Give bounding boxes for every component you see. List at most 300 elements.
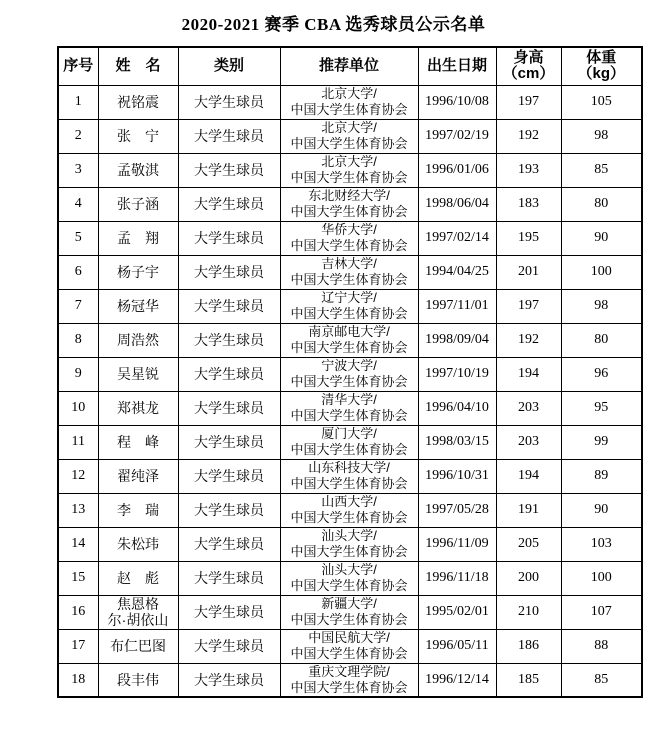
recommend-unit-cell-text: 山东科技大学/ [308,460,390,475]
player-name-cell [98,187,178,221]
recommend-unit-cell-text: 厦门大学/ [321,426,377,441]
birth-date-cell [418,85,496,119]
height-cell-text: 203 [518,400,539,415]
player-name-cell [98,629,178,663]
row-number-cell [58,187,98,221]
height-cell [496,187,561,221]
birth-date-cell [418,493,496,527]
birth-date-cell [418,663,496,697]
height-cell [496,663,561,697]
recommend-unit-cell-text: 华侨大学/ [321,222,377,237]
recommend-unit-cell-text: 中国大学生体育协会 [290,102,408,117]
birth-date-cell [418,255,496,289]
recommend-unit-cell-text: 中国大学生体育协会 [290,306,408,321]
row-number-cell [58,323,98,357]
recommend-unit-cell-text: 中国民航大学/ [308,630,390,645]
recommend-unit-cell-text: 中国大学生体育协会 [290,544,408,559]
height-cell-text: 183 [518,196,539,211]
height-cell [496,221,561,255]
row-number-cell-text: 13 [71,502,86,517]
height-cell [496,629,561,663]
header-category [178,47,280,85]
row-number-cell-text: 4 [74,196,82,211]
row-number-cell [58,119,98,153]
row-number-cell-text: 9 [74,366,82,381]
birth-date-cell [418,391,496,425]
recommend-unit-cell [280,323,418,357]
height-cell [496,289,561,323]
recommend-unit-cell-text: 东北财经大学/ [308,188,390,203]
player-category-cell-text: 大学生球员 [194,128,264,144]
height-cell [496,323,561,357]
table-header [58,47,642,85]
player-category-cell [178,289,280,323]
birth-date-cell-text: 1997/02/14 [425,230,489,245]
table-row [58,255,642,289]
birth-date-cell [418,561,496,595]
birth-date-cell-text: 1996/05/11 [425,638,489,653]
table-row [58,187,642,221]
weight-cell-text: 100 [590,264,612,279]
row-number-cell-text: 17 [71,638,86,653]
recommend-unit-cell-text: 北京大学/ [321,154,377,169]
weight-cell [561,425,642,459]
header-name-label: 姓 名 [115,57,161,75]
birth-date-cell-text: 1996/10/08 [425,94,489,109]
row-number-cell [58,459,98,493]
player-category-cell [178,493,280,527]
weight-cell-text: 105 [590,94,612,109]
recommend-unit-cell-text: 中国大学生体育协会 [290,136,408,151]
row-number-cell [58,663,98,697]
player-name-cell [98,527,178,561]
player-category-cell [178,357,280,391]
header-birth [418,47,496,85]
player-name-cell [98,289,178,323]
recommend-unit-cell-text: 中国大学生体育协会 [290,612,408,627]
table-row [58,459,642,493]
height-cell-text: 193 [518,162,539,177]
weight-cell [561,663,642,697]
birth-date-cell-text: 1996/10/31 [425,468,489,483]
weight-cell [561,119,642,153]
player-name-cell [98,85,178,119]
weight-cell [561,493,642,527]
weight-cell-text: 85 [594,162,609,177]
table-row [58,493,642,527]
player-name-cell-text: 吴星锐 [117,366,159,382]
player-category-cell-text: 大学生球员 [194,638,264,654]
birth-date-cell-text: 1997/05/28 [425,502,489,517]
weight-cell-text: 90 [594,230,609,245]
table-row [58,357,642,391]
recommend-unit-cell-text: 中国大学生体育协会 [290,204,408,219]
birth-date-cell-text: 1994/04/25 [425,264,489,279]
height-cell [496,561,561,595]
recommend-unit-cell-text: 中国大学生体育协会 [290,340,408,355]
player-name-cell [98,119,178,153]
height-cell-text: 200 [518,570,539,585]
header-height-unit-label: （cm） [502,65,555,83]
recommend-unit-cell-text: 中国大学生体育协会 [290,272,408,287]
birth-date-cell-text: 1998/03/15 [425,434,489,449]
row-number-cell-text: 7 [74,298,82,313]
player-name-cell-text: 杨子宇 [117,264,159,280]
player-category-cell-text: 大学生球员 [194,230,264,246]
player-name-cell-text: 段丰伟 [117,671,159,688]
player-name-cell-text: 祝铭震 [117,94,159,110]
player-category-cell-text: 大学生球员 [194,400,264,416]
player-category-cell-text: 大学生球员 [194,570,264,586]
header-unit-label: 推荐单位 [318,57,379,75]
table-row [58,221,642,255]
recommend-unit-cell-text: 中国大学生体育协会 [290,510,408,525]
row-number-cell [58,357,98,391]
header-height-label: 身高 [513,49,544,67]
height-cell-text: 210 [518,604,539,619]
header-height [496,47,561,85]
weight-cell [561,595,642,629]
player-category-cell-text: 大学生球员 [194,671,264,688]
header-name [98,47,178,85]
birth-date-cell-text: 1997/10/19 [425,366,489,381]
table-row [58,561,642,595]
player-category-cell [178,561,280,595]
recommend-unit-cell [280,255,418,289]
birth-date-cell [418,595,496,629]
row-number-cell-text: 16 [71,604,86,619]
weight-cell-text: 90 [594,502,609,517]
row-number-cell-text: 11 [71,434,85,449]
row-number-cell-text: 5 [74,230,82,245]
player-name-cell-text: 周浩然 [117,332,159,348]
weight-cell [561,187,642,221]
player-name-cell [98,459,178,493]
birth-date-cell [418,425,496,459]
height-cell [496,527,561,561]
row-number-cell [58,255,98,289]
birth-date-cell-text: 1998/06/04 [425,196,489,211]
birth-date-cell [418,187,496,221]
row-number-cell-text: 10 [71,400,86,415]
weight-cell-text: 107 [590,604,612,619]
birth-date-cell-text: 1998/09/04 [425,332,489,347]
header-no-label: 序号 [63,57,94,75]
birth-date-cell-text: 1995/02/01 [425,604,489,619]
row-number-cell-text: 18 [71,671,86,687]
player-category-cell [178,153,280,187]
player-name-cell [98,493,178,527]
recommend-unit-cell-text: 宁波大学/ [321,358,377,373]
weight-cell [561,459,642,493]
player-name-cell-text: 张子涵 [117,196,159,212]
recommend-unit-cell-text: 北京大学/ [321,86,377,101]
birth-date-cell-text: 1996/04/10 [425,400,489,415]
weight-cell-text: 85 [594,671,609,687]
player-category-cell [178,323,280,357]
player-name-cell [98,663,178,697]
header-weight-label: 体重 [586,49,617,67]
height-cell-text: 186 [518,638,539,653]
recommend-unit-cell-text: 中国大学生体育协会 [290,170,408,185]
player-category-cell [178,527,280,561]
table-row [58,119,642,153]
player-category-cell [178,629,280,663]
height-cell [496,459,561,493]
weight-cell [561,561,642,595]
recommend-unit-cell [280,527,418,561]
player-name-cell-text: 朱松玮 [117,536,159,552]
weight-cell [561,153,642,187]
table-row [58,289,642,323]
weight-cell-text: 95 [594,400,609,415]
player-category-cell-text: 大学生球员 [194,434,264,450]
weight-cell [561,391,642,425]
row-number-cell [58,289,98,323]
weight-cell-text: 103 [590,536,612,551]
recommend-unit-cell [280,357,418,391]
player-category-cell-text: 大学生球员 [194,298,264,314]
player-name-cell-text: 布仁巴图 [110,638,166,654]
player-category-cell [178,663,280,697]
height-cell [496,391,561,425]
recommend-unit-cell [280,153,418,187]
recommend-unit-cell-text: 重庆文理学院/ [308,663,390,679]
table-row [58,391,642,425]
player-name-cell [98,391,178,425]
table-row [58,323,642,357]
row-number-cell [58,629,98,663]
height-cell [496,153,561,187]
player-category-cell [178,255,280,289]
row-number-cell [58,493,98,527]
player-category-cell [178,119,280,153]
header-unit [280,47,418,85]
player-name-cell-text: 孟 翔 [117,230,159,246]
row-number-cell [58,527,98,561]
player-category-cell-text: 大学生球员 [194,332,264,348]
height-cell-text: 185 [518,671,539,687]
birth-date-cell [418,357,496,391]
weight-cell-text: 80 [594,196,609,211]
weight-cell [561,527,642,561]
recommend-unit-cell [280,493,418,527]
weight-cell-text: 99 [594,434,609,449]
recommend-unit-cell [280,595,418,629]
recommend-unit-cell-text: 中国大学生体育协会 [290,476,408,491]
height-cell [496,595,561,629]
recommend-unit-cell [280,187,418,221]
player-name-cell-text: 孟敬淇 [117,162,159,178]
height-cell-text: 192 [518,128,539,143]
player-category-cell-text: 大学生球员 [194,468,264,484]
weight-cell-text: 98 [594,128,609,143]
player-name-cell [98,153,178,187]
player-name-cell-text: 郑祺龙 [117,400,159,416]
player-category-cell [178,187,280,221]
height-cell [496,425,561,459]
player-category-cell [178,425,280,459]
row-number-cell-text: 14 [71,536,86,551]
height-cell-text: 197 [518,94,539,109]
row-number-cell [58,425,98,459]
weight-cell-text: 80 [594,332,609,347]
recommend-unit-cell [280,663,418,697]
header-row [58,47,642,85]
birth-date-cell [418,153,496,187]
row-number-cell [58,153,98,187]
recommend-unit-cell [280,561,418,595]
row-number-cell-text: 8 [74,332,82,347]
row-number-cell [58,595,98,629]
recommend-unit-cell-text: 山西大学/ [321,494,377,509]
player-name-cell [98,425,178,459]
recommend-unit-cell-text: 中国大学生体育协会 [290,646,408,661]
weight-cell [561,85,642,119]
player-name-cell [98,323,178,357]
row-number-cell-text: 2 [74,128,82,143]
height-cell [496,255,561,289]
player-category-cell-text: 大学生球员 [194,196,264,212]
height-cell [496,493,561,527]
birth-date-cell-text: 1996/01/06 [425,162,489,177]
recommend-unit-cell [280,221,418,255]
player-name-cell-text: 赵 彪 [117,570,159,586]
recommend-unit-cell [280,289,418,323]
weight-cell-text: 89 [594,468,609,483]
height-cell [496,119,561,153]
player-category-cell-text: 大学生球员 [194,94,264,110]
player-name-cell-text: 尔·胡依山 [107,612,169,628]
row-number-cell-text: 6 [74,264,82,279]
height-cell-text: 194 [518,366,539,381]
player-name-cell [98,255,178,289]
row-number-cell [58,391,98,425]
table-row [58,595,642,629]
player-category-cell [178,85,280,119]
header-weight [561,47,642,85]
weight-cell [561,323,642,357]
player-category-cell-text: 大学生球员 [194,604,264,620]
recommend-unit-cell-text: 汕头大学/ [321,562,377,577]
height-cell-text: 192 [518,332,539,347]
player-name-cell-text: 焦恩格 [117,596,159,612]
header-no [58,47,98,85]
birth-date-cell-text: 1996/11/18 [425,570,489,585]
birth-date-cell [418,221,496,255]
table-row [58,527,642,561]
player-category-cell [178,391,280,425]
page-title: 2020-2021 赛季 CBA 选秀球员公示名单 [181,15,486,34]
birth-date-cell-text: 1997/02/19 [425,128,489,143]
player-table-body [58,85,642,697]
birth-date-cell-text: 1996/12/14 [425,671,489,687]
row-number-cell [58,85,98,119]
recommend-unit-cell-text: 中国大学生体育协会 [290,374,408,389]
player-category-cell [178,221,280,255]
table-row [58,663,642,697]
row-number-cell-text: 1 [74,94,82,109]
table-row [58,85,642,119]
row-number-cell [58,561,98,595]
player-category-cell [178,459,280,493]
player-category-cell-text: 大学生球员 [194,536,264,552]
height-cell-text: 203 [518,434,539,449]
player-name-cell [98,561,178,595]
recommend-unit-cell-text: 清华大学/ [321,392,377,407]
recommend-unit-cell-text: 北京大学/ [321,120,377,135]
recommend-unit-cell [280,391,418,425]
player-name-cell-text: 张 宁 [117,128,159,144]
player-name-cell [98,221,178,255]
weight-cell [561,221,642,255]
recommend-unit-cell-text: 中国大学生体育协会 [290,408,408,423]
header-category-label: 类别 [213,57,244,75]
birth-date-cell [418,289,496,323]
row-number-cell-text: 15 [71,570,86,585]
weight-cell-text: 96 [594,366,609,381]
birth-date-cell [418,323,496,357]
recommend-unit-cell-text: 中国大学生体育协会 [290,238,408,253]
player-category-cell-text: 大学生球员 [194,502,264,518]
player-category-cell-text: 大学生球员 [194,264,264,280]
recommend-unit-cell-text: 辽宁大学/ [321,290,377,305]
player-name-cell-text: 程 峰 [117,434,159,450]
recommend-unit-cell-text: 吉林大学/ [321,256,377,271]
weight-cell-text: 98 [594,298,609,313]
player-category-cell [178,595,280,629]
height-cell-text: 201 [518,264,539,279]
recommend-unit-cell-text: 新疆大学/ [321,596,377,611]
recommend-unit-cell-text: 南京邮电大学/ [308,324,390,339]
weight-cell-text: 100 [590,570,612,585]
height-cell-text: 191 [518,502,539,517]
recommend-unit-cell-text: 中国大学生体育协会 [290,578,408,593]
birth-date-cell [418,527,496,561]
player-name-cell-text: 翟纯泽 [117,468,159,484]
birth-date-cell-text: 1997/11/01 [425,298,489,313]
player-name-cell-text: 杨冠华 [117,298,159,314]
table-row [58,153,642,187]
recommend-unit-cell [280,119,418,153]
table-row [58,629,642,663]
height-cell-text: 205 [518,536,539,551]
player-name-cell [98,595,178,629]
birth-date-cell-text: 1996/11/09 [425,536,489,551]
birth-date-cell [418,459,496,493]
row-number-cell [58,221,98,255]
header-weight-unit-label: （kg） [577,65,625,83]
player-category-cell-text: 大学生球员 [194,366,264,382]
row-number-cell-text: 12 [71,468,86,483]
player-name-cell-text: 李 瑞 [117,502,159,518]
height-cell-text: 195 [518,230,539,245]
recommend-unit-cell [280,425,418,459]
weight-cell [561,255,642,289]
birth-date-cell [418,119,496,153]
player-category-cell-text: 大学生球员 [194,162,264,178]
height-cell [496,85,561,119]
row-number-cell-text: 3 [74,162,82,177]
weight-cell [561,357,642,391]
birth-date-cell [418,629,496,663]
weight-cell-text: 88 [594,638,609,653]
height-cell [496,357,561,391]
recommend-unit-cell [280,459,418,493]
player-name-cell [98,357,178,391]
table-row [58,425,642,459]
height-cell-text: 194 [518,468,539,483]
